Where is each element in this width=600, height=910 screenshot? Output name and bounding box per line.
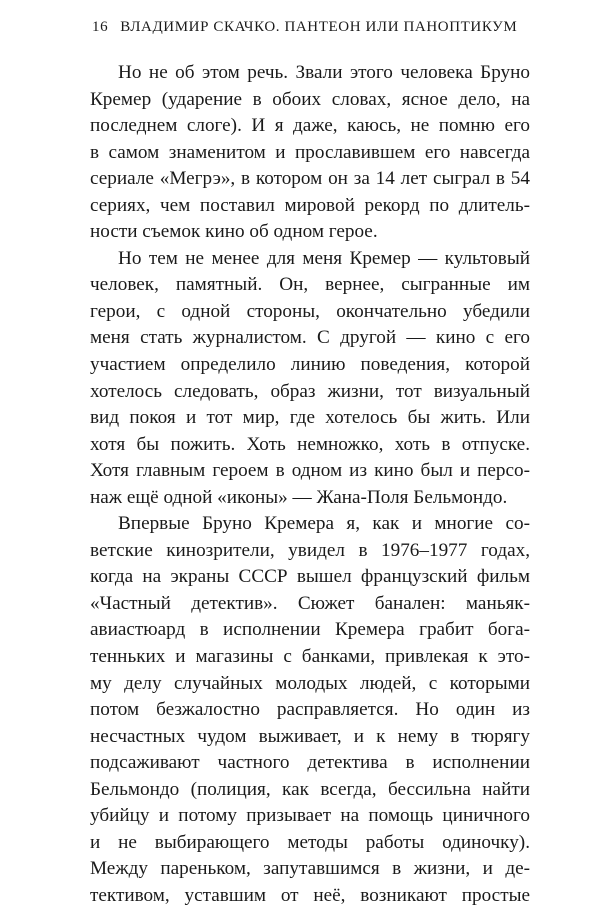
text-line: сериях, чем поставил мировой рекорд по длитель- — [90, 194, 530, 216]
paragraph — [90, 511, 530, 909]
paragraph — [90, 246, 530, 511]
page-number: 16 — [92, 19, 109, 35]
text-line: в самом знаменитом и прославившем его навсегда — [90, 141, 530, 163]
text-line: убийцу и потому призывает на помощь циничного — [90, 805, 530, 827]
text-line: тенньких и магазины с банками, привлекая к это- — [90, 646, 530, 668]
text-line: несчастных чудом выживает, и к нему в тюрягу — [90, 725, 530, 747]
text-line: тективом, уставшим от неё, возникают простые — [90, 884, 530, 906]
paragraph — [90, 60, 530, 246]
text-line: Кремер (ударение в обоих словах, ясное дело, на — [90, 88, 530, 110]
text-line: Хотя главным героем в одном из кино был и персо- — [90, 460, 530, 482]
text-line: подсаживают частного детектива в исполнении — [90, 752, 530, 774]
text-line: потом безжалостно расправляется. Но один из — [90, 699, 530, 721]
text-line: и не выбирающего методы работы одиночку). — [90, 831, 530, 853]
text-line: авиастюард в исполнении Кремера грабит бога- — [90, 619, 530, 641]
text-line: наж ещё одной «иконы» — Жана-Поля Бельмондо. — [90, 486, 508, 508]
text-line: хотя бы пожить. Хоть немножко, хоть в отпуске. — [90, 433, 530, 455]
text-line: хотелось следовать, образ жизни, тот визуальный — [90, 380, 530, 402]
text-line: Впервые Бруно Кремера я, как и многие со- — [118, 513, 530, 535]
text-line: вид покоя и тот мир, где хотелось бы жить. Или — [90, 407, 530, 429]
text-line: му делу случайных молодых людей, с которыми — [90, 672, 530, 694]
text-line: участием определило линию поведения, которой — [90, 354, 530, 376]
body-text — [90, 60, 530, 910]
text-line: когда на экраны СССР вышел французский фильм — [90, 566, 530, 588]
text-line: Бельмондо (полиция, как всегда, бессильна найти — [90, 778, 530, 800]
text-line: Между пареньком, запутавшимся в жизни, и де- — [90, 858, 530, 880]
text-line: меня стать журналистом. С другой — кино с его — [90, 327, 530, 349]
text-line: последнем слоге). И я даже, каюсь, не помню его — [90, 115, 530, 137]
text-line: сериале «Мегрэ», в котором он за 14 лет сыграл в 54 — [90, 168, 530, 190]
text-line: герои, с одной стороны, окончательно убедили — [90, 300, 530, 322]
text-line: ветские кинозрители, увидел в 1976–1977 годах, — [90, 539, 530, 561]
text-line: Но тем не менее для меня Кремер — культовый — [118, 247, 530, 269]
text-line: «Частный детектив». Сюжет банален: маньяк- — [90, 592, 530, 614]
running-title: ВЛАДИМИР СКАЧКО. ПАНТЕОН ИЛИ ПАНОПТИКУМ — [120, 19, 518, 35]
text-line: ности съемок кино об одном герое. — [90, 221, 378, 243]
running-head — [92, 16, 532, 38]
text-line: человек, памятный. Он, вернее, сыгранные им — [90, 274, 530, 296]
text-line: Но не об этом речь. Звали этого человека Бруно — [118, 62, 530, 83]
